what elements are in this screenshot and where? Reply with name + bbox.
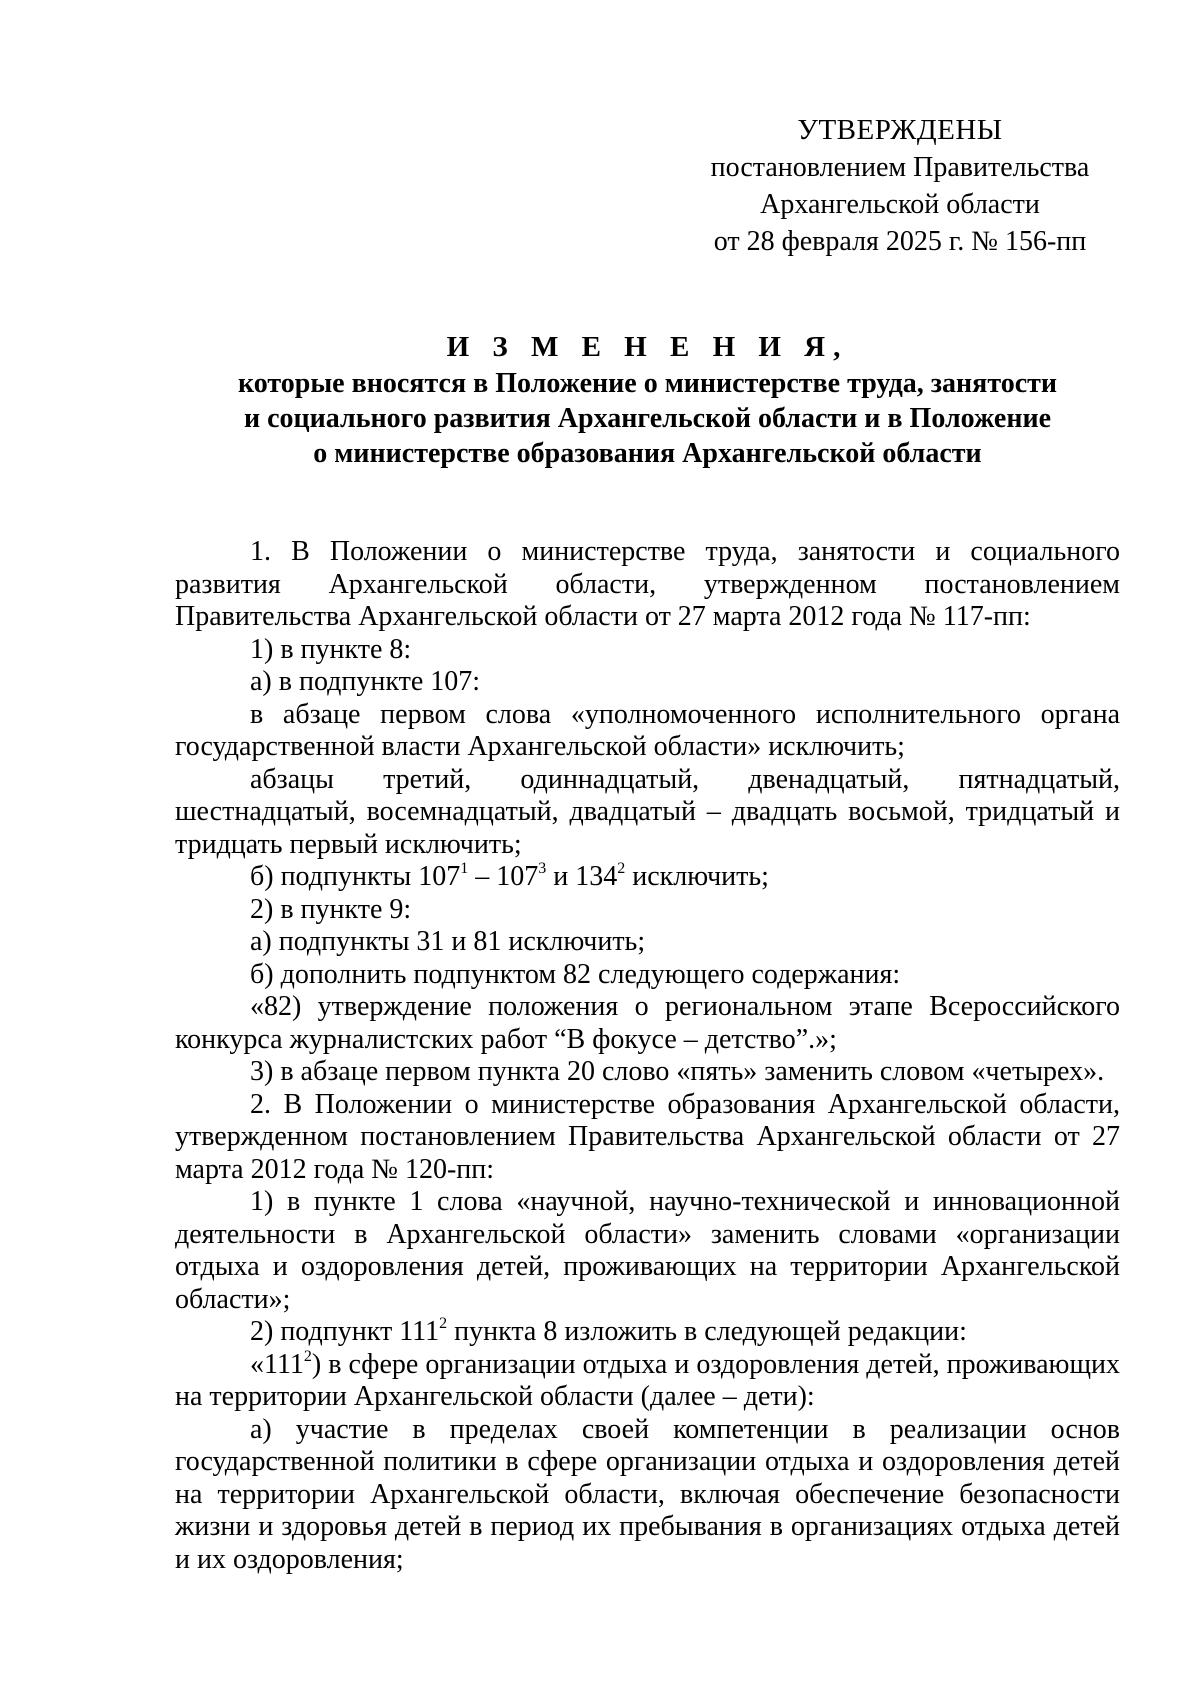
paragraph-14-sup: 2 (439, 1315, 448, 1332)
approval-line-authority: постановлением Правительства (710, 152, 1090, 183)
paragraph-6-sup-3: 2 (617, 860, 626, 877)
paragraph-6-sup-2: 3 (538, 860, 547, 877)
paragraph-6-text-b: – 107 (468, 861, 539, 892)
paragraph-14 (175, 1316, 1120, 1349)
paragraph-8: а) подпункты 31 и 81 исключить; (250, 926, 646, 957)
paragraph-6-sup-1: 1 (460, 860, 469, 877)
paragraph-1: 1. В Положении о министерстве труда, занятости и социального развития Архангельской области, утвержденном постановлением Правительства Архангельской области от 27 марта 2012 года № 117-пп: (175, 536, 1120, 632)
document-subtitle-line-1: которые вносятся в Положение о министерстве труда, занятости (237, 368, 1058, 399)
paragraph-13: 1) в пункте 1 слова «научной, научно-технической и инновационной деятельности в Архангельской области» заменить словами «организации отдыха и оздоровления детей, проживающих на территории Архангельской области»; (175, 1186, 1120, 1315)
approval-title: УТВЕРЖДЕНЫ (797, 114, 1003, 146)
paragraph-2: 1) в пункте 8: (250, 633, 412, 665)
approval-line-region: Архангельской области (760, 189, 1040, 220)
paragraph-10: «82) утверждение положения о региональном этапе Всероссийского конкурса журналистских работ “В фокусе – детство”.»; (175, 991, 1120, 1055)
document-subtitle-line-2: и социального развития Архангельской области и в Положение (243, 403, 1052, 434)
paragraph-16: а) участие в пределах своей компетенции в реализации основ государственной политики в сфере организации отдыха и оздоровления детей на территории Архангельской области, включая обеспечение безопасности жизни и здоровья детей в период их пребывания в организациях отдыха детей и их оздоровления; (175, 1413, 1120, 1575)
paragraph-7: 2) в пункте 9: (250, 893, 412, 925)
paragraph-15-text-b: ) в сфере организации отдыха и оздоровления детей, проживающих на территории Архангельской области (далее – дети): (175, 1348, 1120, 1412)
paragraph-4: в абзаце первом слова «уполномоченного исполнительного органа государственной власти Архангельской области» исключить; (175, 698, 1120, 762)
paragraph-12: 2. В Положении о министерстве образования Архангельской области, утвержденном постановлением Правительства Архангельской области от 27 марта 2012 года № 120-пп: (175, 1088, 1120, 1185)
paragraph-6-text-d: исключить; (625, 861, 769, 892)
paragraph-6 (175, 861, 1120, 894)
paragraph-9: б) дополнить подпунктом 82 следующего содержания: (250, 958, 901, 990)
paragraph-14-text-b: пункта 8 изложить в следующей редакции: (447, 1316, 967, 1347)
approval-line-date-number: от 28 февраля 2025 г. № 156-пп (713, 226, 1087, 257)
paragraph-3: а) в подпункте 107: (250, 666, 481, 697)
approval-stamp-block (690, 112, 1110, 260)
document-subtitle-line-3: о министерстве образования Архангельской области (313, 438, 982, 469)
document-title: И З М Е Н Е Н И Я, (446, 331, 849, 363)
paragraph-5: абзацы третий, одиннадцатый, двенадцатый, пятнадцатый, шестнадцатый, восемнадцатый, двадцатый – двадцать восьмой, тридцатый и тридцать первый исключить; (175, 763, 1120, 860)
paragraph-11: 3) в абзаце первом пункта 20 слово «пять» заменить словом «четырех». (250, 1056, 1105, 1087)
paragraph-15-text-a: «111 (250, 1348, 304, 1380)
paragraph-15 (175, 1349, 1120, 1414)
paragraph-6-text-a: б) подпункты 107 (250, 861, 461, 892)
paragraph-15-sup: 2 (303, 1347, 312, 1365)
paragraph-6-text-c: и 134 (546, 861, 618, 892)
paragraph-14-text-a: 2) подпункт 111 (250, 1316, 440, 1347)
document-body (175, 536, 1120, 1576)
document-heading (175, 330, 1120, 471)
